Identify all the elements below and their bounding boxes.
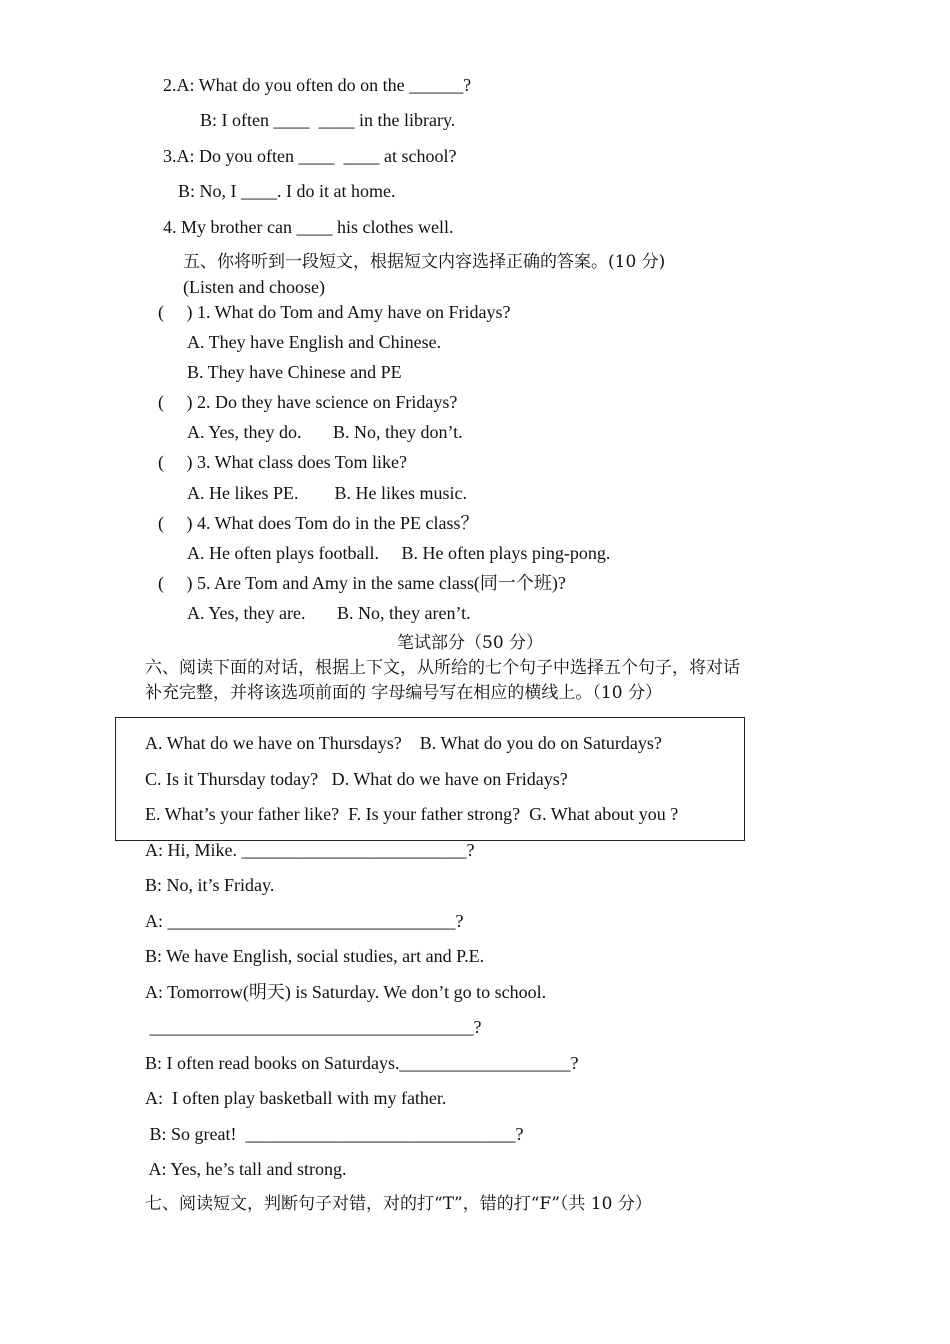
dialogue-line-1: A: Hi, Mike. _________________________? — [145, 840, 475, 860]
dialogue-line-6: ____________________________________? — [145, 1017, 482, 1037]
section5-title: 五、你将听到一段短文，根据短文内容选择正确的答案。(10 分) — [183, 252, 666, 272]
section4-q3b: B: No, I ____. I do it at home. — [178, 181, 396, 201]
dialogue-line-5: A: Tomorrow(明天) is Saturday. We don’t go to school. — [145, 982, 547, 1002]
section5-q2-options: A. Yes, they do. B. No, they don’t. — [187, 422, 463, 442]
section4-q4: 4. My brother can ____ his clothes well. — [163, 217, 454, 237]
dialogue-line-7: B: I often read books on Saturdays.___________________? — [145, 1053, 579, 1073]
written-heading: 笔试部分（50 分） — [397, 633, 544, 653]
dialogue-line-2: B: No, it’s Friday. — [145, 875, 275, 895]
dialogue-line-4: B: We have English, social studies, art and P.E. — [145, 946, 485, 966]
section4-q2a: 2.A: What do you often do on the ______? — [163, 75, 472, 95]
section5-subtitle: (Listen and choose) — [183, 277, 325, 297]
dialogue-line-8: A: I often play basketball with my father. — [145, 1088, 447, 1108]
section5-q3: ( ) 3. What class does Tom like? — [158, 452, 408, 472]
section5-q1: ( ) 1. What do Tom and Amy have on Fridays? — [158, 302, 511, 322]
section5-q5: ( ) 5. Are Tom and Amy in the same class(同一个班)? — [158, 573, 566, 593]
section4-q3a: 3.A: Do you often ____ ____ at school? — [163, 146, 457, 166]
dialogue-line-9: B: So great! ______________________________? — [145, 1124, 524, 1144]
option-line-2: C. Is it Thursday today? D. What do we have on Fridays? — [145, 769, 568, 789]
section5-q5-options: A. Yes, they are. B. No, they aren’t. — [187, 603, 471, 623]
option-line-3: E. What’s your father like? F. Is your father strong? G. What about you ? — [145, 804, 679, 824]
section5-q4: ( ) 4. What does Tom do in the PE class？ — [158, 513, 479, 533]
dialogue-line-10: A: Yes, he’s tall and strong. — [145, 1159, 347, 1179]
section5-q1-option-a: A. They have English and Chinese. — [187, 332, 442, 352]
section4-q2b: B: I often ____ ____ in the library. — [200, 110, 456, 130]
option-line-1: A. What do we have on Thursdays? B. What do you do on Saturdays? — [145, 733, 662, 753]
dialogue-line-3: A: ________________________________? — [145, 911, 464, 931]
section7-title: 七、阅读短文，判断句子对错，对的打“T”，错的打“F”（共 10 分） — [145, 1194, 652, 1214]
section5-q3-options: A. He likes PE. B. He likes music. — [187, 483, 467, 503]
section6-title-line2: 补充完整，并将该选项前面的 字母编号写在相应的横线上。（10 分） — [145, 683, 662, 703]
section5-q2: ( ) 2. Do they have science on Fridays? — [158, 392, 458, 412]
section5-q4-options: A. He often plays football. B. He often plays ping-pong. — [187, 543, 611, 563]
section5-q1-option-b: B. They have Chinese and PE — [187, 362, 402, 382]
section6-title-line1: 六、阅读下面的对话，根据上下文，从所给的七个句子中选择五个句子，将对话 — [145, 658, 740, 678]
